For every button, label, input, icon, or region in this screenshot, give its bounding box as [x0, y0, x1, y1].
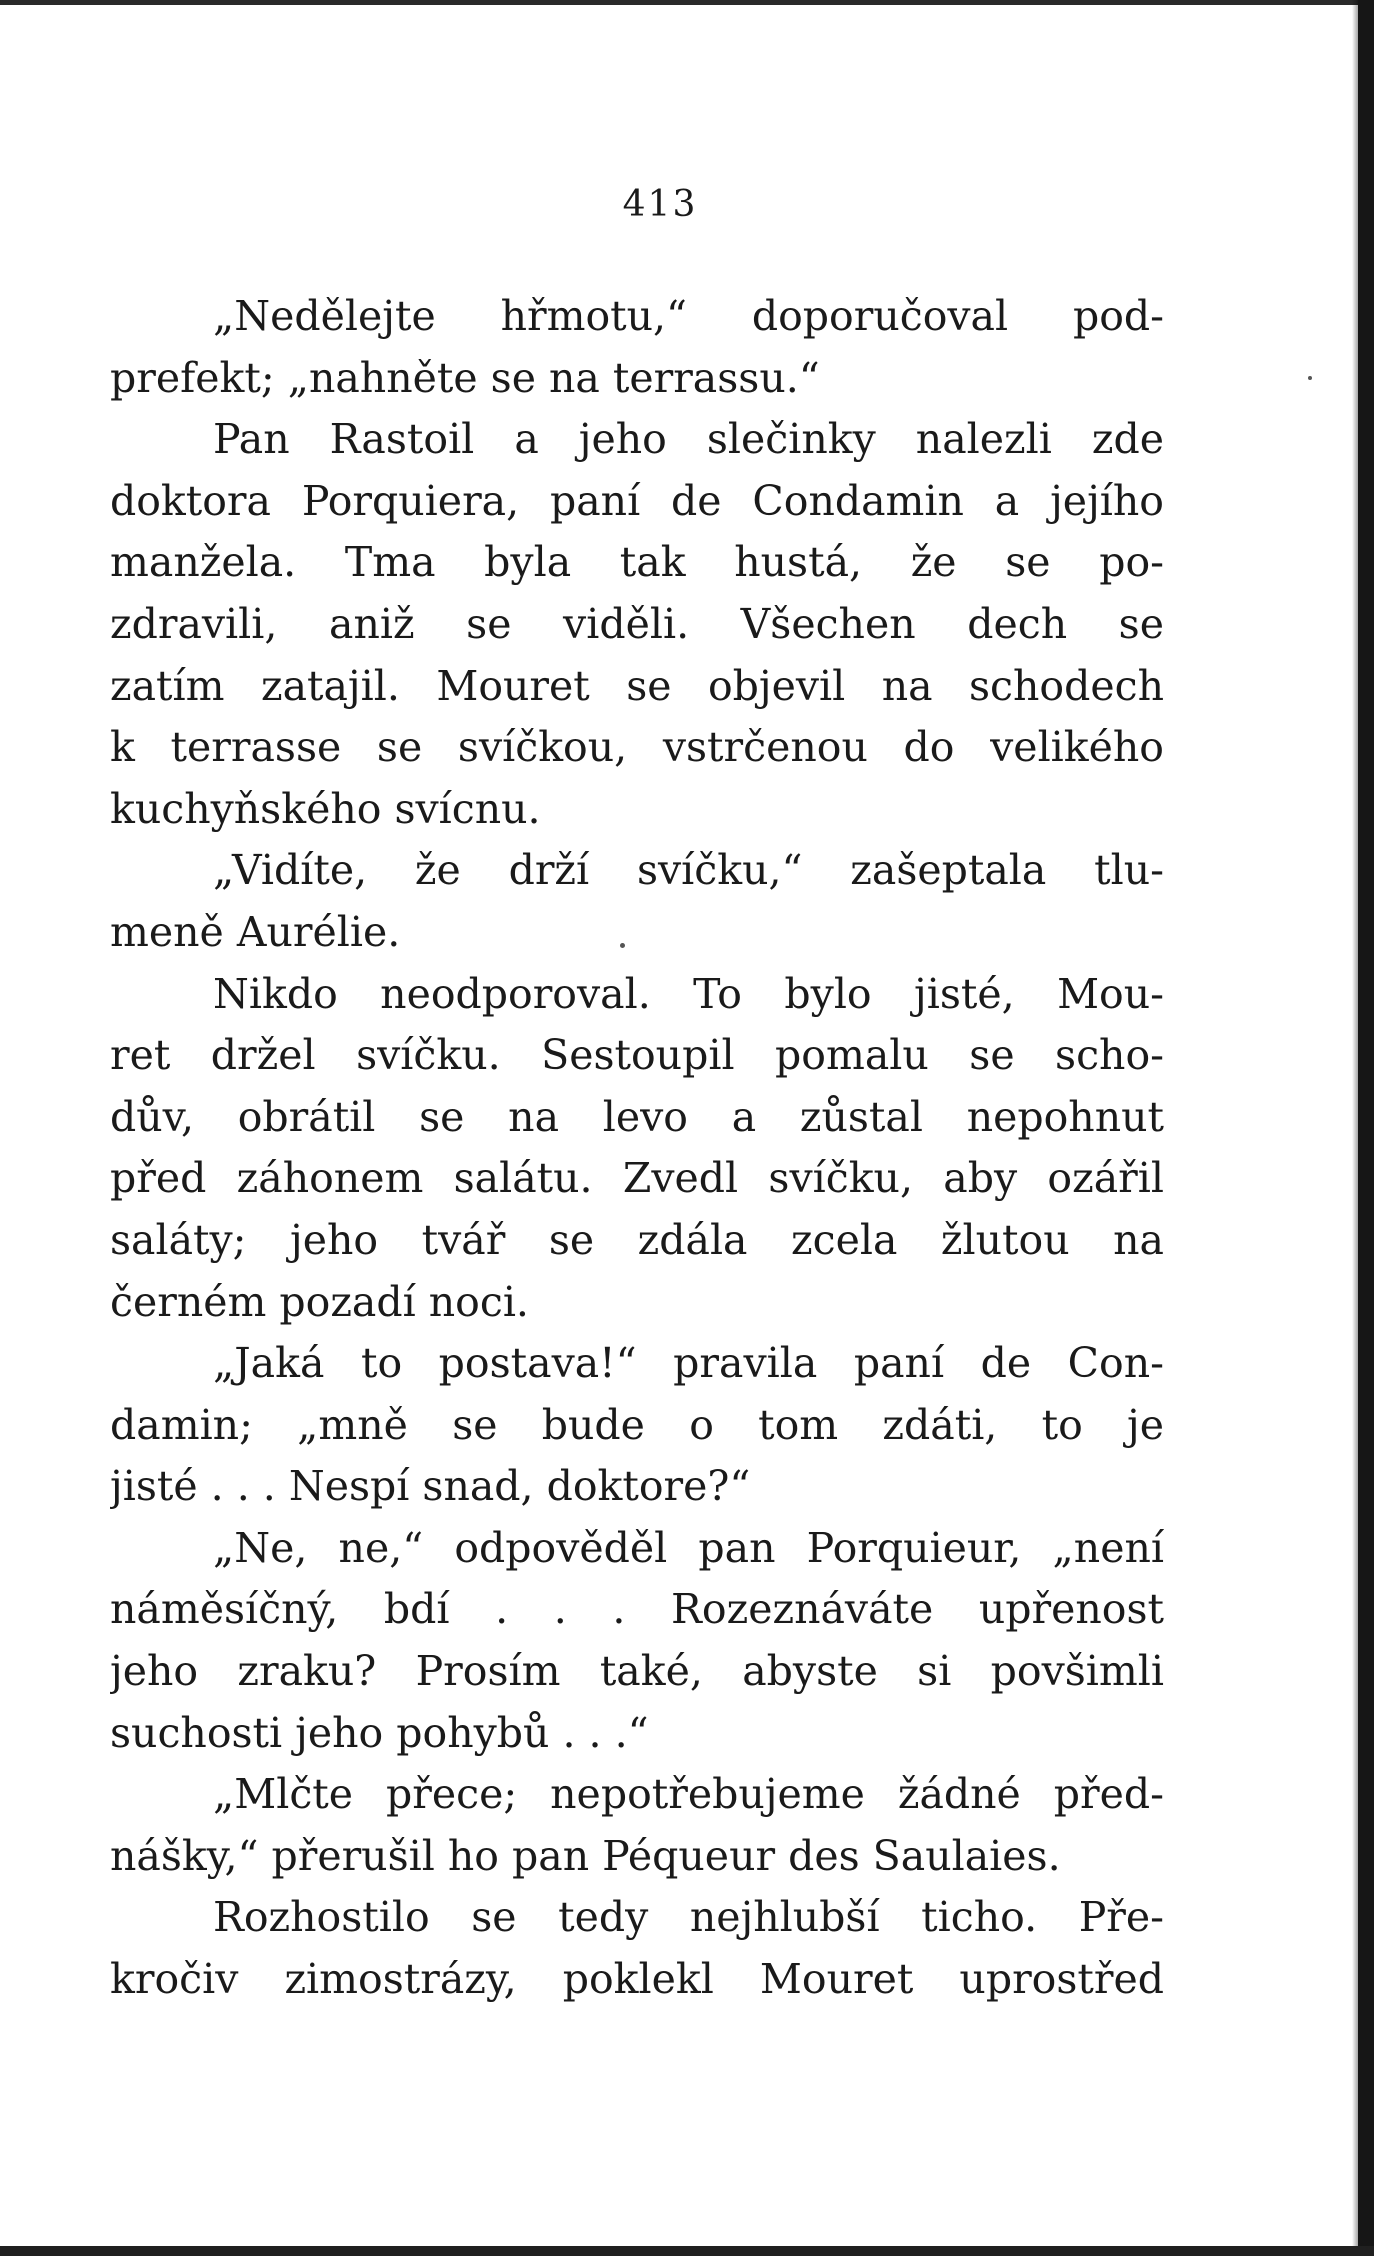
text-line: „Vidíte, že drží svíčku,“ zašeptala tlu- — [213, 846, 1164, 895]
text-line: před záhonem salátu. Zvedl svíčku, aby ozářil — [110, 1154, 1164, 1203]
text-line: doktora Porquiera, paní de Condamin a jejího — [110, 476, 1164, 525]
text-line: kročiv zimostrázy, poklekl Mouret uprostřed — [110, 1955, 1164, 2004]
text-line: suchosti jeho pohybů . . .“ — [110, 1708, 649, 1757]
page-number: 413 — [622, 184, 698, 225]
text-line: damin; „mně se bude o tom zdáti, to je — [110, 1400, 1164, 1449]
text-line: jeho zraku? Prosím také, abyste si povšimli — [110, 1647, 1164, 1696]
scan-speck — [1308, 376, 1312, 380]
text-line: „Mlčte přece; nepotřebujeme žádné před- — [213, 1770, 1164, 1819]
text-line: saláty; jeho tvář se zdála zcela žlutou na — [110, 1215, 1164, 1264]
text-line: manžela. Tma byla tak hustá, že se po- — [110, 538, 1164, 587]
scan-bottom-edge — [0, 2246, 1374, 2256]
text-line: k terrasse se svíčkou, vstrčenou do velikého — [110, 723, 1164, 772]
text-line: Nikdo neodporoval. To bylo jisté, Mou- — [213, 969, 1164, 1018]
text-line: zdravili, aniž se viděli. Všechen dech se — [110, 599, 1164, 648]
scan-top-edge — [0, 0, 1374, 5]
text-line: Rozhostilo se tedy nejhlubší ticho. Pře- — [213, 1893, 1164, 1942]
text-line: meně Aurélie. — [110, 907, 401, 956]
text-line: „Nedělejte hřmotu,“ doporučoval pod- — [213, 292, 1164, 340]
text-line: nášky,“ přerušil ho pan Péqueur des Saulaies. — [110, 1831, 1061, 1880]
text-line: ret držel svíčku. Sestoupil pomalu se scho- — [110, 1031, 1164, 1080]
text-line: dův, obrátil se na levo a zůstal nepohnut — [110, 1092, 1164, 1141]
scan-right-edge — [1358, 0, 1374, 2256]
text-line: „Jaká to postava!“ pravila paní de Con- — [213, 1339, 1164, 1388]
body-text — [110, 286, 1164, 2011]
text-line: náměsíčný, bdí . . . Rozeznáváte upřenost — [110, 1585, 1164, 1634]
text-line: zatím zatajil. Mouret se objevil na schodech — [110, 661, 1164, 710]
text-line: prefekt; „nahněte se na terrassu.“ — [110, 353, 820, 402]
text-line: kuchyňského svícnu. — [110, 784, 541, 833]
text-line: černém pozadí noci. — [110, 1277, 529, 1326]
text-line: Pan Rastoil a jeho slečinky nalezli zde — [213, 415, 1164, 464]
text-line: jisté . . . Nespí snad, doktore?“ — [110, 1462, 751, 1511]
text-line: „Ne, ne,“ odpověděl pan Porquieur, „není — [213, 1523, 1164, 1572]
